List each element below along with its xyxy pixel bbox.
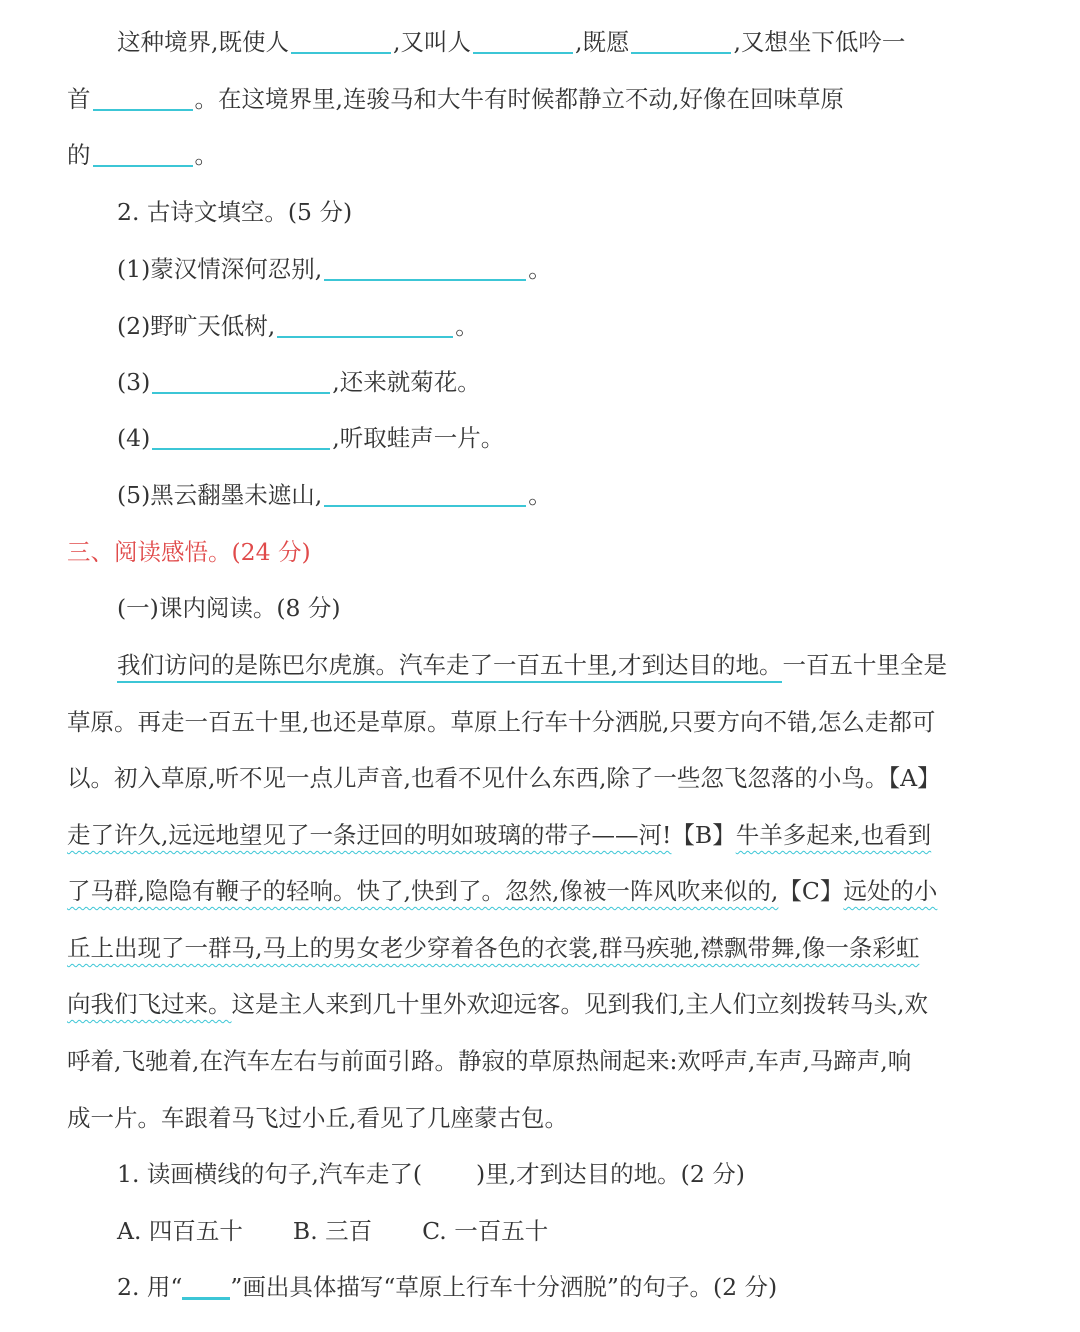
option-a[interactable]: A. 四百五十: [117, 1217, 243, 1245]
wavy-underlined-text: 丘上出现了一群马,马上的男女老少穿着各色的衣裳,群马疾驰,襟飘带舞,像一条彩虹: [67, 934, 920, 962]
underlined-sentence: 我们访问的是陈巴尔虎旗。汽车走了一百五十里,才到达目的地。: [117, 651, 782, 683]
passage-line-9: 成一片。车跟着马飞过小丘,看见了几座蒙古包。: [67, 1104, 568, 1132]
intro-text-e: 首: [67, 85, 91, 113]
item-text-after: ,还来就菊花。: [332, 368, 481, 396]
intro-text-c: ,既愿: [574, 28, 630, 56]
answer-blank[interactable]: [93, 79, 193, 111]
answer-blank[interactable]: [277, 306, 453, 338]
wavy-underlined-text: 了马群,隐隐有鞭子的轻响。快了,快到了。忽然,像被一阵风吹来似的,: [67, 877, 779, 905]
item-number: (2): [117, 312, 151, 340]
answer-blank[interactable]: [473, 22, 573, 54]
passage-text: 这是主人来到几十里外欢迎远客。见到我们,主人们立刻拨转马头,欢: [231, 990, 928, 1018]
section-heading: 三、阅读感悟。(24 分): [67, 538, 311, 566]
poem-item-5: [0, 467, 1080, 523]
item-text-after: 。: [455, 312, 479, 340]
passage-line-8: 呼着,飞驰着,在汽车左右与前面引路。静寂的草原热闹起来:欢呼声,车声,马蹄声,响: [67, 1047, 912, 1075]
intro-text-d: ,又想坐下低吟一: [733, 28, 906, 56]
item-text-before: 野旷天低树,: [150, 312, 276, 340]
answer-blank[interactable]: [631, 22, 731, 54]
intro-text-a: 这种境界,既使人: [117, 28, 289, 56]
wavy-underlined-text: 走了许久,远远地望见了一条迂回的明如玻璃的带子——河!: [67, 821, 672, 849]
question-1: [0, 1146, 1080, 1202]
passage-line-1: [0, 637, 1080, 693]
item-text-after: 。: [528, 481, 552, 509]
intro-text-f: 。在这境界里,连骏马和大牛有时候都静立不动,好像在回味草原: [194, 85, 844, 113]
item-text-before: 黑云翻墨未遮山,: [150, 481, 323, 509]
intro-line-1: [0, 14, 1080, 70]
wavy-underlined-text: 向我们飞过来。: [67, 990, 232, 1018]
intro-text-g: 的: [67, 141, 91, 169]
marker-c: 【C】: [778, 877, 844, 905]
intro-text-h: 。: [194, 141, 218, 169]
passage-line-6: [0, 920, 1080, 976]
item-number: (4): [117, 424, 151, 452]
intro-line-2: [0, 71, 1080, 127]
answer-blank[interactable]: [93, 135, 193, 167]
poem-item-3: [0, 354, 1080, 410]
poem-item-2: [0, 298, 1080, 354]
passage-line-3: 以。初入草原,听不见一点儿声音,也看不见什么东西,除了一些忽飞忽落的小鸟。【A】: [67, 764, 941, 792]
question-1-options: [0, 1203, 1080, 1259]
intro-line-3: [0, 127, 1080, 183]
wavy-underlined-text: 远处的小: [843, 877, 938, 905]
item-number: (3): [117, 368, 151, 396]
item-text-after: 。: [528, 255, 552, 283]
passage-line-7: [0, 976, 1080, 1032]
subsection-heading: (一)课内阅读。(8 分): [117, 594, 341, 622]
question-text: ”画出具体描写“草原上行车十分洒脱”的句子。(2 分): [230, 1273, 778, 1301]
answer-blank[interactable]: [324, 475, 526, 507]
intro-text-b: ,又叫人: [392, 28, 471, 56]
item-number: (1): [117, 255, 151, 283]
option-c[interactable]: C. 一百五十: [422, 1217, 549, 1245]
wavy-underlined-text: 牛羊多起来,也看到: [735, 821, 932, 849]
answer-blank[interactable]: [324, 249, 526, 281]
answer-blank[interactable]: [152, 362, 330, 394]
poem-item-1: [0, 241, 1080, 297]
poem-heading: 2. 古诗文填空。(5 分): [117, 198, 353, 226]
poem-item-4: [0, 410, 1080, 466]
item-text-before: 蒙汉情深何忍别,: [150, 255, 323, 283]
answer-blank[interactable]: [152, 418, 330, 450]
question-2: [0, 1259, 1080, 1315]
item-number: (5): [117, 481, 151, 509]
marker-b: 【B】: [671, 821, 736, 849]
question-text: )里,才到达目的地。(2 分): [476, 1160, 745, 1188]
passage-text: 一百五十里全是: [782, 651, 947, 679]
question-text: 1. 读画横线的句子,汽车走了(: [117, 1160, 423, 1188]
passage-line-4: [0, 807, 1080, 863]
passage-line-2: 草原。再走一百五十里,也还是草原。草原上行车十分洒脱,只要方向不错,怎么走都可: [67, 708, 936, 736]
underline-sample: [182, 1269, 230, 1300]
option-b[interactable]: B. 三百: [292, 1217, 373, 1245]
item-text-after: ,听取蛙声一片。: [332, 424, 505, 452]
passage-line-5: [0, 863, 1080, 919]
question-text: 2. 用“: [117, 1273, 183, 1301]
answer-blank[interactable]: [291, 22, 391, 54]
